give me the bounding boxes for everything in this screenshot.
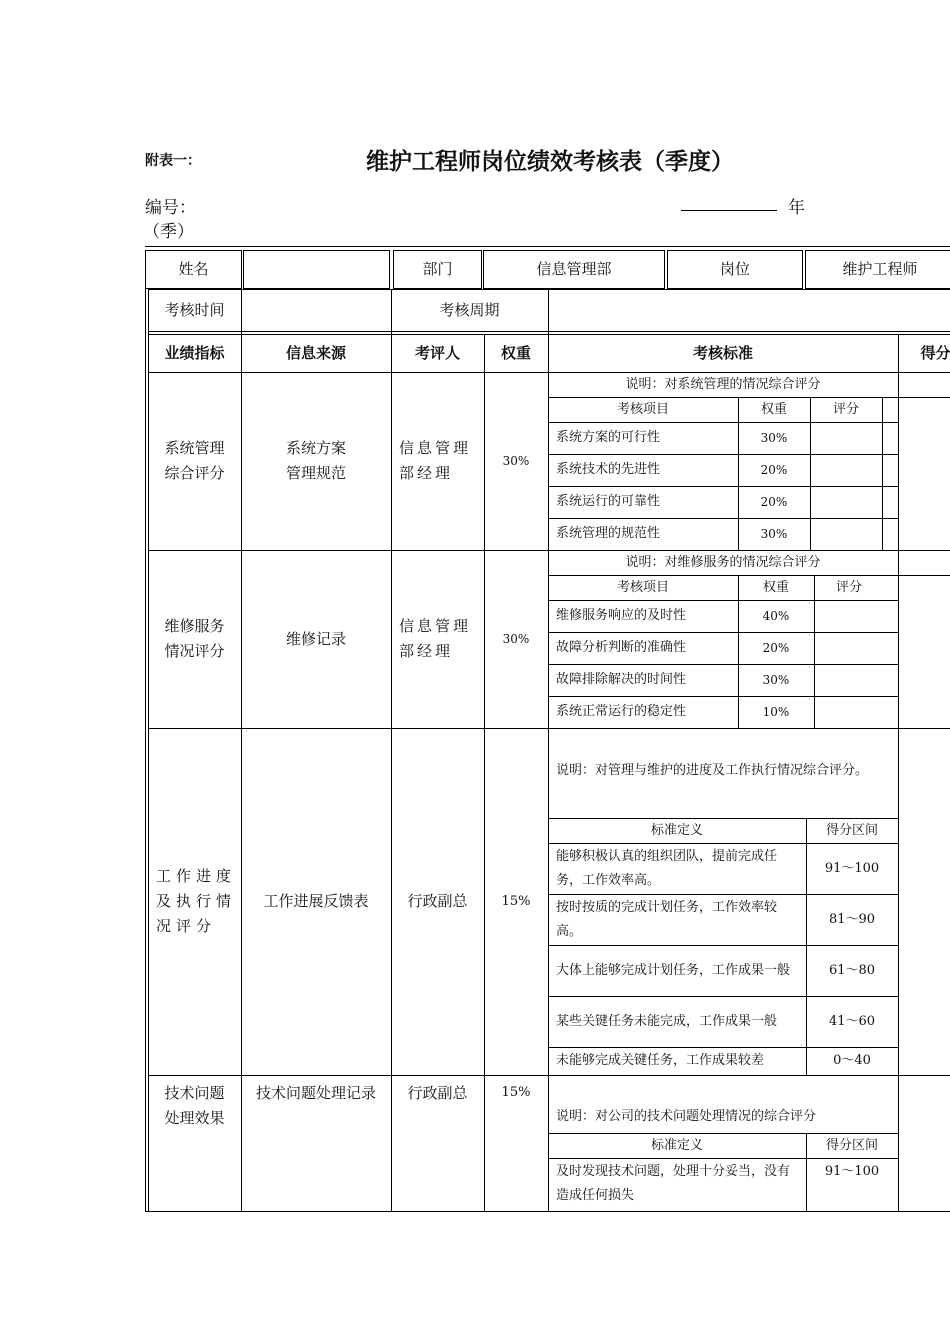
item-weight: 30% <box>760 430 788 445</box>
assessment-table <box>143 246 950 1212</box>
item-name: 维修服务响应的及时性 <box>556 608 687 623</box>
indicator-system-management: 系统管理 综合评分 <box>164 439 225 482</box>
subheader-range: 得分区间 <box>825 1137 878 1153</box>
name-label: 姓名 <box>178 260 209 278</box>
sub-col-rule <box>882 397 883 550</box>
range-text: 91～100 <box>824 860 880 876</box>
item-score-field[interactable] <box>811 487 881 517</box>
weight-tech-issue: 15% <box>501 1085 531 1100</box>
subheader-item: 考核项目 <box>616 401 669 417</box>
dept-value: 信息管理部 <box>536 260 612 278</box>
cycle-value-field[interactable] <box>550 291 948 330</box>
page-title: 维护工程师岗位绩效考核表（季度） <box>366 148 734 175</box>
source-system-management: 系统方案 管理规范 <box>285 439 346 482</box>
score-field-progress[interactable] <box>900 730 950 1073</box>
col-header-standard: 考核标准 <box>692 343 753 362</box>
row-rule <box>148 331 950 332</box>
top-rule <box>145 246 950 247</box>
col-header-reviewer: 考评人 <box>414 343 460 362</box>
cycle-label: 考核周期 <box>439 300 500 319</box>
col-header-source: 信息来源 <box>285 343 346 362</box>
number-label: 编号： <box>145 198 196 218</box>
outer-left-rule <box>145 289 146 1211</box>
item-name: 系统运行的可靠性 <box>556 494 661 509</box>
item-name: 系统技术的先进性 <box>556 462 661 477</box>
subheader-definition: 标准定义 <box>650 1137 703 1153</box>
score-field-tech-issue[interactable] <box>900 1077 950 1209</box>
subheader-weight: 权重 <box>762 579 789 595</box>
dept-label: 部门 <box>422 260 453 278</box>
post-label: 岗位 <box>719 260 750 278</box>
indicator-progress: 工作进度 及执行情 况评分 <box>156 867 237 935</box>
item-name: 故障分析判断的准确性 <box>556 640 687 655</box>
year-label: 年 <box>788 198 805 218</box>
reviewer-tech-issue: 行政副总 <box>407 1084 468 1102</box>
col-header-score: 得分 <box>920 343 950 362</box>
name-value-field[interactable] <box>243 250 390 289</box>
score-field-system-management[interactable] <box>900 374 950 548</box>
subheader-score: 评分 <box>835 579 862 595</box>
definition-text: 能够积极认真的组织团队，提前完成任务，工作效率高。 <box>556 848 778 888</box>
item-score-field[interactable] <box>815 601 897 631</box>
item-name: 故障排除解决的时间性 <box>556 672 687 687</box>
weight-repair-service: 30% <box>502 631 530 646</box>
item-name: 系统方案的可行性 <box>556 430 661 445</box>
item-score-field[interactable] <box>815 665 897 695</box>
subheader-definition: 标准定义 <box>650 822 703 838</box>
bottom-rule <box>145 1211 950 1212</box>
subheader-range: 得分区间 <box>825 822 878 838</box>
reviewer-system-management: 信息管理 部经理 <box>399 439 472 482</box>
item-weight: 40% <box>762 608 790 623</box>
definition-text: 按时按质的完成计划任务，工作效率较高。 <box>556 899 778 939</box>
note-system-management: 说明：对系统管理的情况综合评分 <box>625 376 821 392</box>
time-value-field[interactable] <box>243 291 389 330</box>
item-weight: 30% <box>762 672 790 687</box>
row-rule <box>148 289 950 290</box>
definition-text: 大体上能够完成计划任务，工作成果一般 <box>556 962 791 978</box>
col-header-indicator: 业绩指标 <box>164 343 225 362</box>
weight-progress: 15% <box>501 893 531 909</box>
post-value: 维护工程师 <box>842 260 918 278</box>
range-text: 61～80 <box>828 962 876 978</box>
definition-text: 及时发现技术问题，处理十分妥当，没有造成任何损失 <box>556 1163 791 1203</box>
note-repair-service: 说明：对维修服务的情况综合评分 <box>625 554 821 570</box>
definition-text: 某些关键任务未能完成，工作成果一般 <box>556 1013 778 1029</box>
source-progress: 工作进展反馈表 <box>263 892 369 910</box>
item-score-field[interactable] <box>811 455 881 485</box>
col-header-weight: 权重 <box>500 343 531 362</box>
item-weight: 20% <box>760 462 788 477</box>
note-tech-issue: 说明：对公司的技术问题处理情况的综合评分 <box>556 1109 817 1124</box>
item-name: 系统正常运行的稳定性 <box>556 704 687 719</box>
item-weight: 20% <box>762 640 790 655</box>
attachment-label: 附表一： <box>145 153 201 169</box>
season-label: （季） <box>143 222 194 242</box>
range-text: 0～40 <box>833 1053 871 1068</box>
note-progress: 说明：对管理与维护的进度及工作执行情况综合评分。 <box>556 763 869 778</box>
range-text: 91～100 <box>824 1164 880 1179</box>
col-rule-5 <box>898 334 899 1211</box>
time-label: 考核时间 <box>164 300 225 319</box>
item-weight: 10% <box>762 704 790 719</box>
item-weight: 30% <box>760 526 788 541</box>
item-score-field[interactable] <box>815 697 897 727</box>
reviewer-progress: 行政副总 <box>407 892 468 910</box>
range-text: 81～90 <box>828 911 876 927</box>
indicator-repair-service: 维修服务 情况评分 <box>164 617 225 660</box>
definition-text: 未能够完成关键任务，工作成果较差 <box>556 1053 765 1068</box>
item-weight: 20% <box>760 494 788 509</box>
subheader-score: 评分 <box>832 401 859 417</box>
subheader-item: 考核项目 <box>616 579 669 595</box>
reviewer-repair-service: 信息管理 部经理 <box>399 617 472 660</box>
item-score-field[interactable] <box>811 519 881 549</box>
score-field-repair-service[interactable] <box>900 552 950 726</box>
year-input-line[interactable] <box>681 210 777 211</box>
item-score-field[interactable] <box>815 633 897 663</box>
indicator-tech-issue: 技术问题 处理效果 <box>164 1084 225 1127</box>
item-name: 系统管理的规范性 <box>556 526 661 541</box>
weight-system-management: 30% <box>502 453 530 468</box>
source-repair-service: 维修记录 <box>285 629 346 648</box>
subheader-weight: 权重 <box>760 401 787 417</box>
source-tech-issue: 技术问题处理记录 <box>255 1084 376 1102</box>
item-score-field[interactable] <box>811 423 881 453</box>
range-text: 41～60 <box>828 1013 876 1029</box>
